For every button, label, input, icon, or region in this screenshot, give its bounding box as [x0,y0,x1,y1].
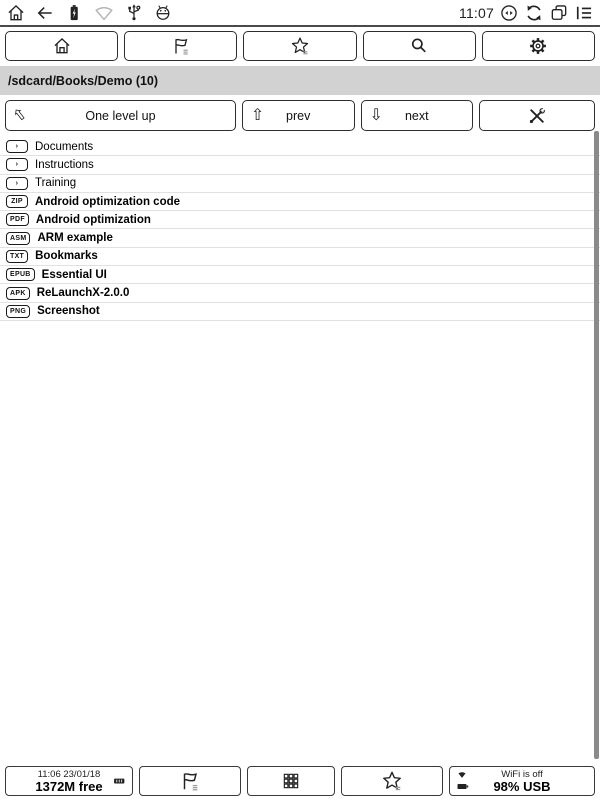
flag-icon [171,36,191,56]
arrow-up-left-icon: ⇧ [9,104,31,126]
next-label: next [404,108,429,123]
status-bar-right [459,3,594,23]
file-item[interactable] [0,229,600,247]
flag-bottom-button[interactable] [139,766,241,796]
wifi-small-icon [457,770,467,780]
multiwindow-icon[interactable] [549,3,569,23]
current-path: /sdcard/Books/Demo (10) [8,73,159,88]
settings-button[interactable] [482,31,595,61]
back-icon[interactable] [35,3,55,23]
folder-item[interactable] [0,138,600,156]
storage-icon [113,775,126,788]
folder-item[interactable] [0,156,600,174]
file-item[interactable] [0,211,600,229]
star-bottom-button[interactable] [341,766,443,796]
file-type-badge: PNG [6,305,30,318]
task-list-icon[interactable] [574,3,594,23]
file-name: Training [35,177,77,190]
file-type-badge: › [6,177,28,190]
a2-mode-icon[interactable] [499,3,519,23]
file-name: Android optimization code [35,195,181,208]
file-type-badge: ZIP [6,195,28,208]
status-bar-left [6,2,173,24]
gear-icon [528,36,548,56]
datetime-label: 11:06 23/01/18 [37,768,101,780]
file-type-badge: › [6,158,28,171]
wifi-off-icon [93,2,115,24]
android-icon [153,3,173,23]
top-toolbar [0,27,600,64]
bottom-bar [5,766,595,796]
home-icon [52,36,72,56]
file-type-badge: › [6,140,28,153]
status-bar [0,0,600,27]
one-level-up-label: One level up [85,108,156,123]
prev-label: prev [286,108,311,123]
search-icon [409,36,429,56]
file-item[interactable] [0,248,600,266]
file-type-badge: APK [6,287,30,300]
usb-icon [124,3,144,23]
file-name: Instructions [35,158,94,171]
path-bar[interactable] [0,66,600,95]
next-button[interactable] [361,100,474,131]
file-item[interactable] [0,303,600,321]
arrow-down-icon: ⇩ [369,106,383,124]
flag-icon [179,770,201,792]
star-icon [381,770,403,792]
tools-button[interactable] [479,100,595,131]
file-name: Essential UI [41,268,107,281]
file-name: ARM example [37,232,113,245]
file-name: Bookmarks [35,250,98,263]
one-level-up-button[interactable] [5,100,236,131]
file-type-badge: ASM [6,232,30,245]
star-icon [290,36,310,56]
app-grid-icon [281,771,301,791]
file-name: Android optimization [35,213,151,226]
arrow-up-icon: ⇧ [250,106,265,124]
file-type-badge: TXT [6,250,28,263]
free-space-label: 1372M free [35,778,103,794]
battery-status-label: 98% USB [493,778,551,794]
battery-charging-icon [64,3,84,23]
list-scrollbar[interactable] [594,131,599,759]
nav-row [0,95,600,135]
crossed-tools-icon [527,106,547,126]
file-name: Documents [35,140,94,153]
file-name: Screenshot [37,305,100,318]
file-item[interactable] [0,266,600,284]
clock: 11:07 [459,4,494,21]
folder-item[interactable] [0,175,600,193]
file-list [0,138,600,321]
file-item[interactable] [0,193,600,211]
connectivity-status-button[interactable] [449,766,595,796]
prev-button[interactable] [242,100,355,131]
search-button[interactable] [363,31,476,61]
flag-button[interactable] [124,31,237,61]
file-type-badge: PDF [6,213,29,226]
wifi-status-label: WiFi is off [501,768,543,780]
file-type-badge: EPUB [6,268,35,281]
battery-small-icon [457,782,469,791]
app-grid-button[interactable] [247,766,335,796]
file-name: ReLaunchX-2.0.0 [36,287,130,300]
home-button[interactable] [5,31,118,61]
file-item[interactable] [0,284,600,302]
star-button[interactable] [243,31,356,61]
refresh-icon[interactable] [524,3,544,23]
home-icon[interactable] [6,3,26,23]
storage-info-button[interactable] [5,766,133,796]
